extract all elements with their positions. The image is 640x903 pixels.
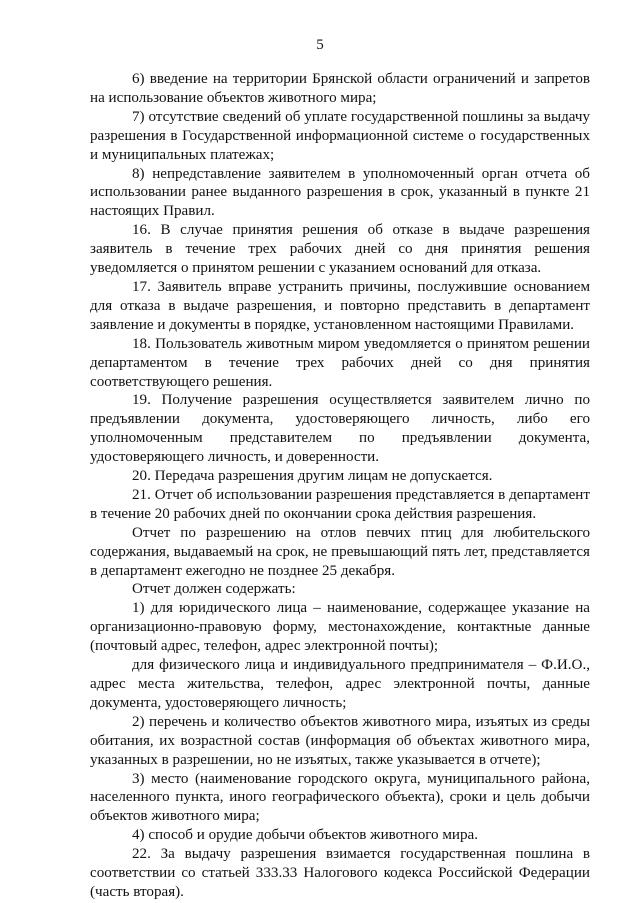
paragraph-report-item-1: 1) для юридического лица – наименование, содержащее указание на организационно-правовую форму, местонахождение, контактные данные (почтовый адрес, телефон, адрес электронной почты); [90,600,590,655]
paragraph-report-songbirds: Отчет по разрешению на отлов певчих птиц для любительского содержания, выдаваемый на срок, не превышающий пять лет, представляется в департамент ежегодно не позднее 25 декабря. [90,524,590,579]
paragraph-item-6: 6) введение на территории Брянской области ограничений и запретов на использование объектов животного мира; [90,71,590,106]
paragraph-section-21: 21. Отчет об использовании разрешения представляется в департамент в течение 20 рабочих дней по окончании срока действия разрешения. [90,486,590,522]
paragraph-section-17: 17. Заявитель вправе устранить причины, послужившие основанием для отказа в выдаче разрешения, и повторно представить в департамент заявление и документы в порядке, установленном настоящими Правилами. [90,278,590,333]
paragraph-section-19: 19. Получение разрешения осуществляется заявителем лично по предъявлении документа, удостоверяющего личность, либо его уполномоченным представителем по предъявлении документа, удостоверяющего личность, и доверенности. [90,392,590,466]
paragraph-item-8: 8) непредставление заявителем в уполномоченный орган отчета об использовании ранее выданного разрешения в срок, указанный в пункте 21 настоящих Правил. [90,165,590,220]
document-body [90,70,590,902]
paragraph-section-20: 20. Передача разрешения другим лицам не допускается. [132,468,493,485]
paragraph-report-item-4: 4) способ и орудие добычи объектов животного мира. [132,827,479,844]
paragraph-section-22: 22. За выдачу разрешения взимается государственная пошлина в соответствии со статьей 333.33 Налогового кодекса Российской Федерации (часть вторая). [90,846,590,900]
paragraph-section-16: 16. В случае принятия решения об отказе в выдаче разрешения заявитель в течение трех рабочих дней со дня принятия решения уведомляется о принятом решении с указанием оснований для отказа. [90,222,590,277]
paragraph-section-18: 18. Пользователь животным миром уведомляется о принятом решении департаментом в течение трех рабочих дней со дня принятия соответствующего решения. [90,335,590,390]
page-number: 5 [316,37,324,53]
paragraph-item-7: 7) отсутствие сведений об уплате государственной пошлины за выдачу разрешения в Государственной информационной системе о государственных и муниципальных платежах; [90,108,590,163]
paragraph-report-item-3: 3) место (наименование городского округа, муниципального района, населенного пункта, иного географического объекта), сроки и цель добычи объектов животного мира; [90,770,590,825]
paragraph-report-item-2: 2) перечень и количество объектов животного мира, изъятых из среды обитания, их возрастной состав (информация об объектах животного мира, указанных в разрешении, но не изъятых, также указывается в отчете); [90,713,590,768]
paragraph-report-item-1-individuals: для физического лица и индивидуального предпринимателя – Ф.И.О., адрес места жительства, телефон, адрес электронной почты, данные документа, удостоверяющего личность; [90,657,590,711]
paragraph-report-contents-intro: Отчет должен содержать: [132,581,296,598]
